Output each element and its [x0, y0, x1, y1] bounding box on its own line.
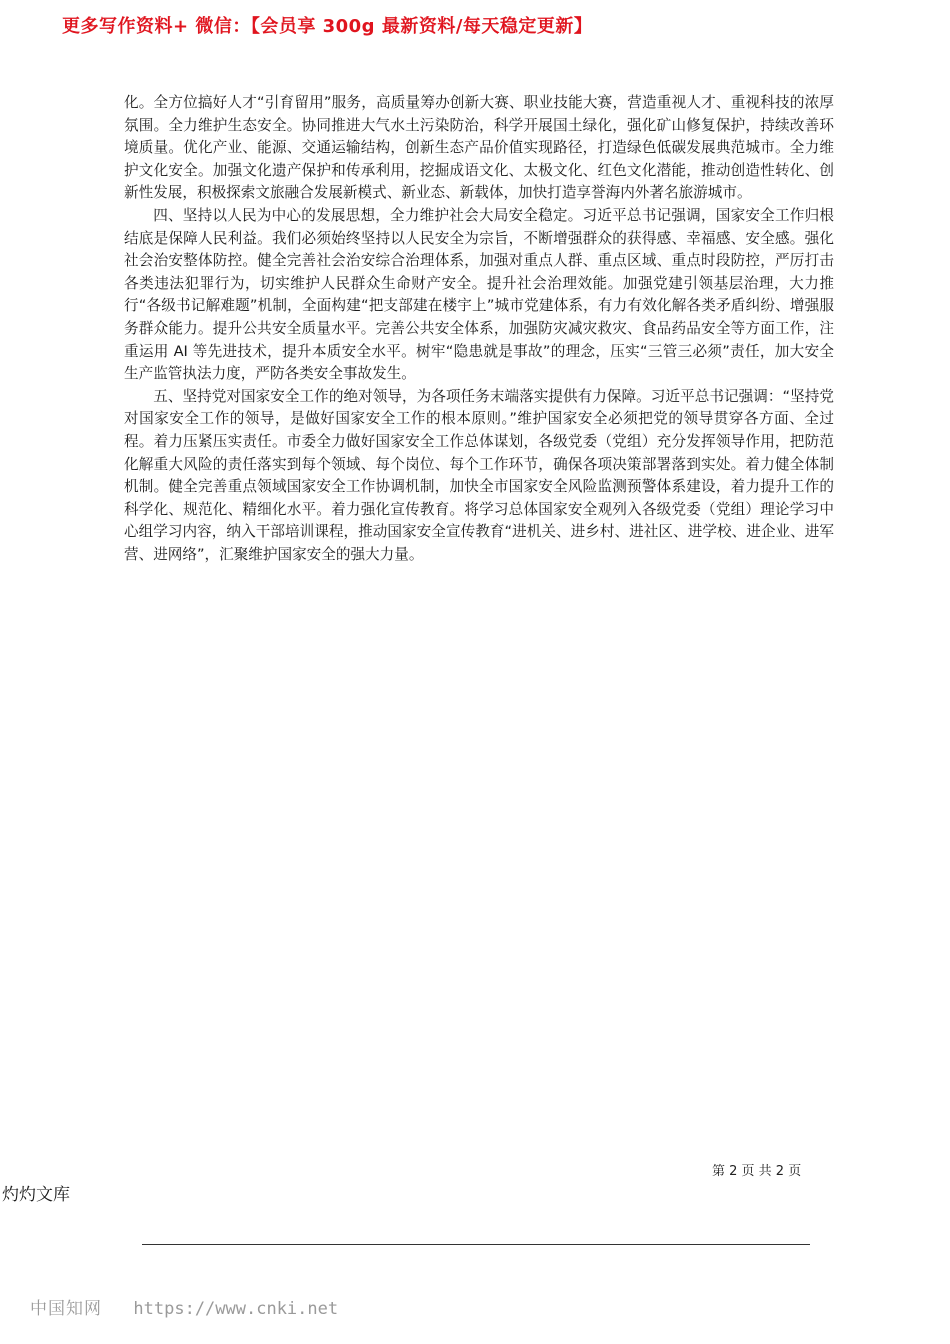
paragraph: 化。全方位搞好人才“引育留用”服务，高质量筹办创新大赛、职业技能大赛，营造重视人才、重视科技的浓厚氛围。全力维护生态安全。协同推进大气水土污染防治，科学开展国土绿化，强化矿山修复保护，持续改善环境质量。优化产业、能源、交通运输结构，创新生态产品价值实现路径，打造绿色低碳发展典范城市。全力维护文化安全。加强文化遗产保护和传承利用，挖掘成语文化、太极文化、红色文化潜能，推动创造性转化、创新性发展，积极探索文旅融合发展新模式、新业态、新载体，加快打造享誉海内外著名旅游城市。 — [124, 94, 834, 202]
cnki-url[interactable]: https://www.cnki.net — [133, 1299, 339, 1319]
document-body — [124, 92, 834, 566]
paragraph: 四、坚持以人民为中心的发展思想，全力维护社会大局安全稳定。习近平总书记强调，国家安全工作归根结底是保障人民利益。我们必须始终坚持以人民安全为宗旨，不断增强群众的获得感、幸福感、安全感。强化社会治安整体防控。健全完善社会治安综合治理体系，加强对重点人群、重点区域、重点时段防控，严厉打击各类违法犯罪行为，切实维护人民群众生命财产安全。提升社会治理效能。加强党建引领基层治理，大力推行“各级书记解难题”机制，全面构建“把支部建在楼宇上”城市党建体系，有力有效化解各类矛盾纠纷、增强服务群众能力。提升公共安全质量水平。完善公共安全体系，加强防灾减灾救灾、食品药品安全等方面工作，注重运用 AI 等先进技术，提升本质安全水平。树牢“隐患就是事故”的理念，压实“三管三必须”责任，加大安全生产监管执法力度，严防各类安全事故发生。 — [124, 206, 834, 383]
cnki-name: 中国知网 — [30, 1299, 102, 1319]
footer-divider — [142, 1244, 810, 1245]
cnki-watermark — [30, 1294, 338, 1319]
page-number: 第 2 页 共 2 页 — [712, 1164, 802, 1179]
brand-watermark: 灼灼文库 — [2, 1185, 70, 1205]
promo-banner: 更多写作资料+ 微信：【会员享 300g 最新资料/每天稳定更新】 — [62, 16, 593, 37]
paragraph: 五、坚持党对国家安全工作的绝对领导，为各项任务末端落实提供有力保障。习近平总书记强调：“坚持党对国家安全工作的领导，是做好国家安全工作的根本原则。”维护国家安全必须把党的领导贯穿各方面、全过程。着力压紧压实责任。市委全力做好国家安全工作总体谋划，各级党委（党组）充分发挥领导作用，把防范化解重大风险的责任落实到每个领域、每个岗位、每个工作环节，确保各项决策部署落到实处。着力健全体制机制。健全完善重点领域国家安全工作协调机制，加快全市国家安全风险监测预警体系建设，着力提升工作的科学化、规范化、精细化水平。着力强化宣传教育。将学习总体国家安全观列入各级党委（党组）理论学习中心组学习内容，纳入干部培训课程，推动国家安全宣传教育“进机关、进乡村、进社区、进学校、进企业、进军营、进网络”，汇聚维护国家安全的强大力量。 — [124, 387, 834, 563]
